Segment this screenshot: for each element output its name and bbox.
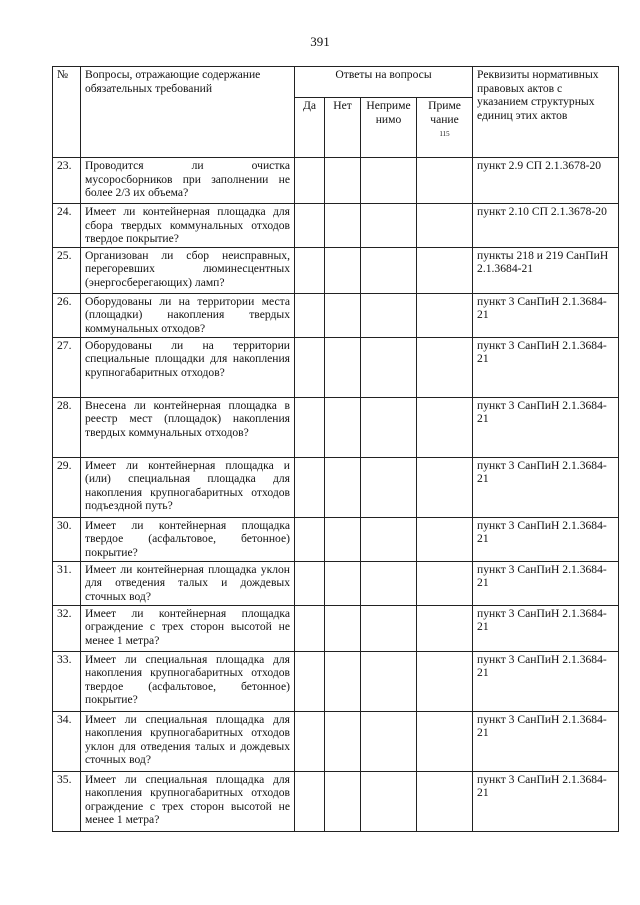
answer-not-applicable-cell[interactable]	[361, 247, 417, 293]
header-note	[417, 98, 473, 158]
row-requisite: пункт 3 СанПиН 2.1.3684-21	[473, 771, 619, 831]
header-not-applicable: Неприме нимо	[361, 98, 417, 158]
answer-yes-cell[interactable]	[295, 605, 325, 651]
header-no: Нет	[325, 98, 361, 158]
table-row	[53, 293, 619, 337]
answer-no-cell[interactable]	[325, 517, 361, 561]
answer-note-cell[interactable]	[417, 651, 473, 711]
row-question: Имеет ли контейнерная площадка и (или) специальная площадка для накопления крупногабаритных отходов подъездной путь?	[81, 457, 295, 517]
row-question: Имеет ли контейнерная площадка твердое (асфальтовое, бетонное) покрытие?	[81, 517, 295, 561]
answer-yes-cell[interactable]	[295, 337, 325, 397]
row-question: Оборудованы ли на территории специальные площадки для накопления крупногабаритных отходов?	[81, 337, 295, 397]
row-requisite: пункт 2.9 СП 2.1.3678-20	[473, 158, 619, 204]
answer-yes-cell[interactable]	[295, 561, 325, 605]
answer-no-cell[interactable]	[325, 651, 361, 711]
answer-yes-cell[interactable]	[295, 247, 325, 293]
row-question: Оборудованы ли на территории места (площадки) накопления твердых коммунальных отходов?	[81, 293, 295, 337]
row-question: Имеет ли специальная площадка для накопления крупногабаритных отходов ограждение с трех сторон высотой не менее 1 метра?	[81, 771, 295, 831]
row-requisite: пункт 3 СанПиН 2.1.3684-21	[473, 605, 619, 651]
answer-yes-cell[interactable]	[295, 517, 325, 561]
answer-note-cell[interactable]	[417, 247, 473, 293]
row-question: Внесена ли контейнерная площадка в реестр мест (площадок) накопления твердых коммунальных отходов?	[81, 397, 295, 457]
header-answers: Ответы на вопросы	[295, 67, 473, 98]
answer-note-cell[interactable]	[417, 605, 473, 651]
row-question: Проводится ли очистка мусоросборников при заполнении не более 2/3 их объема?	[81, 158, 295, 204]
table-row	[53, 711, 619, 771]
table-row	[53, 457, 619, 517]
answer-yes-cell[interactable]	[295, 651, 325, 711]
table-header	[53, 67, 619, 158]
header-note-label: Приме чание	[428, 99, 461, 126]
answer-no-cell[interactable]	[325, 605, 361, 651]
table-row	[53, 517, 619, 561]
row-number: 33.	[53, 651, 81, 711]
answer-not-applicable-cell[interactable]	[361, 293, 417, 337]
answer-no-cell[interactable]	[325, 561, 361, 605]
answer-note-cell[interactable]	[417, 397, 473, 457]
row-requisite: пункт 3 СанПиН 2.1.3684-21	[473, 293, 619, 337]
row-requisite: пункт 3 СанПиН 2.1.3684-21	[473, 711, 619, 771]
answer-no-cell[interactable]	[325, 204, 361, 248]
answer-yes-cell[interactable]	[295, 204, 325, 248]
header-requisites: Реквизиты нормативных правовых актов с указанием структурных единиц этих актов	[473, 67, 619, 158]
table-row	[53, 158, 619, 204]
answer-not-applicable-cell[interactable]	[361, 771, 417, 831]
row-requisite: пункт 3 СанПиН 2.1.3684-21	[473, 651, 619, 711]
row-number: 34.	[53, 711, 81, 771]
row-question: Имеет ли специальная площадка для накопления крупногабаритных отходов твердое (асфальтовое, бетонное) покрытие?	[81, 651, 295, 711]
answer-note-cell[interactable]	[417, 457, 473, 517]
answer-yes-cell[interactable]	[295, 711, 325, 771]
table-row	[53, 337, 619, 397]
row-question: Имеет ли специальная площадка для накопления крупногабаритных отходов уклон для отведения талых и дождевых сточных вод?	[81, 711, 295, 771]
row-number: 32.	[53, 605, 81, 651]
answer-not-applicable-cell[interactable]	[361, 517, 417, 561]
answer-yes-cell[interactable]	[295, 457, 325, 517]
answer-note-cell[interactable]	[417, 771, 473, 831]
row-requisite: пункт 3 СанПиН 2.1.3684-21	[473, 457, 619, 517]
row-number: 31.	[53, 561, 81, 605]
row-requisite: пункт 3 СанПиН 2.1.3684-21	[473, 561, 619, 605]
header-note-footnote: 115	[439, 130, 450, 139]
answer-note-cell[interactable]	[417, 158, 473, 204]
row-number: 26.	[53, 293, 81, 337]
answer-note-cell[interactable]	[417, 561, 473, 605]
row-number: 35.	[53, 771, 81, 831]
header-num: №	[53, 67, 81, 158]
answer-not-applicable-cell[interactable]	[361, 651, 417, 711]
row-requisite: пункт 3 СанПиН 2.1.3684-21	[473, 337, 619, 397]
row-requisite: пункт 2.10 СП 2.1.3678-20	[473, 204, 619, 248]
row-requisite: пункты 218 и 219 СанПиН 2.1.3684-21	[473, 247, 619, 293]
row-number: 28.	[53, 397, 81, 457]
row-requisite: пункт 3 СанПиН 2.1.3684-21	[473, 397, 619, 457]
table-row	[53, 247, 619, 293]
row-number: 30.	[53, 517, 81, 561]
answer-note-cell[interactable]	[417, 711, 473, 771]
row-question: Имеет ли контейнерная площадка для сбора твердых коммунальных отходов твердое покрытие?	[81, 204, 295, 248]
answer-no-cell[interactable]	[325, 771, 361, 831]
row-question: Имеет ли контейнерная площадка уклон для отведения талых и дождевых сточных вод?	[81, 561, 295, 605]
table-row	[53, 771, 619, 831]
table-row	[53, 651, 619, 711]
row-question: Организован ли сбор неисправных, перегоревших люминесцентных (энергосберегающих) ламп?	[81, 247, 295, 293]
answer-not-applicable-cell[interactable]	[361, 605, 417, 651]
header-yes: Да	[295, 98, 325, 158]
row-question: Имеет ли контейнерная площадка ограждение с трех сторон высотой не менее 1 метра?	[81, 605, 295, 651]
answer-note-cell[interactable]	[417, 517, 473, 561]
answer-note-cell[interactable]	[417, 293, 473, 337]
answer-yes-cell[interactable]	[295, 397, 325, 457]
answer-not-applicable-cell[interactable]	[361, 457, 417, 517]
answer-no-cell[interactable]	[325, 337, 361, 397]
row-number: 24.	[53, 204, 81, 248]
answer-no-cell[interactable]	[325, 397, 361, 457]
answer-yes-cell[interactable]	[295, 771, 325, 831]
table-body	[53, 158, 619, 832]
answer-yes-cell[interactable]	[295, 293, 325, 337]
answer-no-cell[interactable]	[325, 457, 361, 517]
table-row	[53, 561, 619, 605]
page-number: 391	[310, 34, 330, 49]
row-number: 25.	[53, 247, 81, 293]
answer-not-applicable-cell[interactable]	[361, 158, 417, 204]
answer-not-applicable-cell[interactable]	[361, 337, 417, 397]
row-number: 29.	[53, 457, 81, 517]
answer-not-applicable-cell[interactable]	[361, 204, 417, 248]
answer-yes-cell[interactable]	[295, 158, 325, 204]
answer-no-cell[interactable]	[325, 158, 361, 204]
answer-no-cell[interactable]	[325, 293, 361, 337]
answer-no-cell[interactable]	[325, 247, 361, 293]
table-row	[53, 204, 619, 248]
table-row	[53, 397, 619, 457]
answer-no-cell[interactable]	[325, 711, 361, 771]
answer-note-cell[interactable]	[417, 204, 473, 248]
row-requisite: пункт 3 СанПиН 2.1.3684-21	[473, 517, 619, 561]
row-number: 23.	[53, 158, 81, 204]
answer-not-applicable-cell[interactable]	[361, 397, 417, 457]
row-number: 27.	[53, 337, 81, 397]
answer-not-applicable-cell[interactable]	[361, 711, 417, 771]
answer-note-cell[interactable]	[417, 337, 473, 397]
table-row	[53, 605, 619, 651]
answer-not-applicable-cell[interactable]	[361, 561, 417, 605]
header-question: Вопросы, отражающие содержание обязательных требований	[81, 67, 295, 158]
checklist-table	[52, 66, 619, 832]
